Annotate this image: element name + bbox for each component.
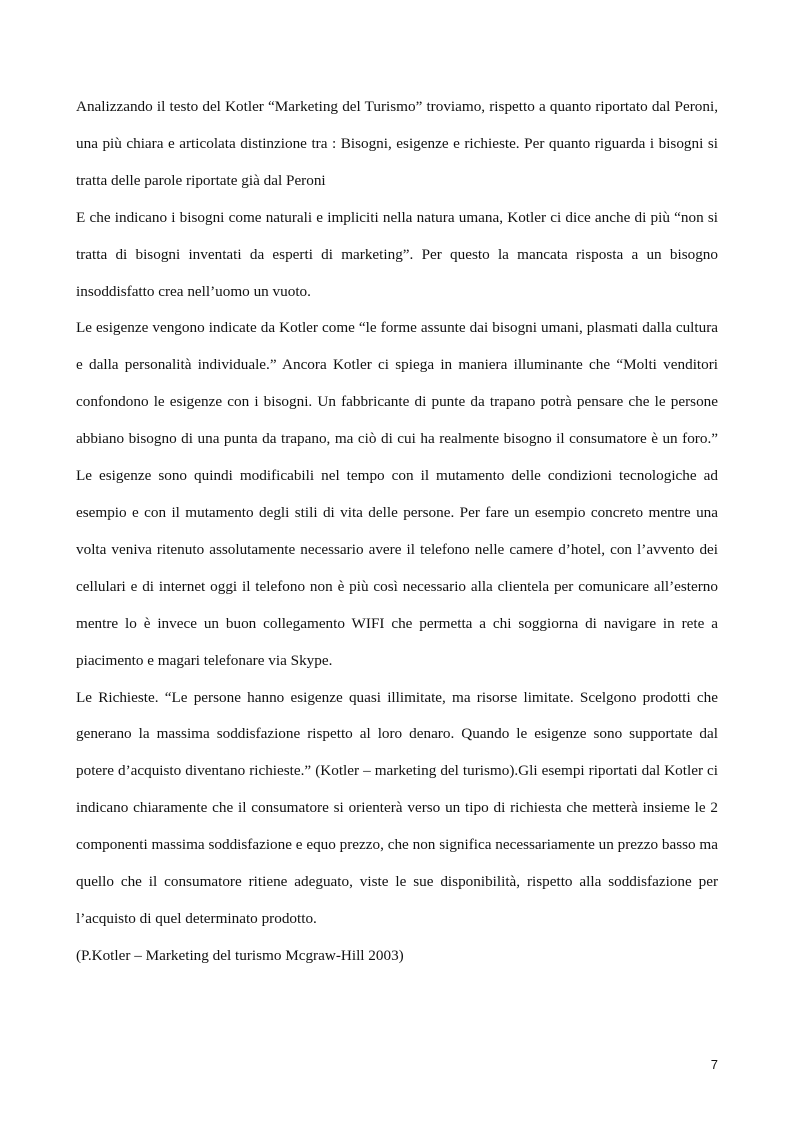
paragraph-richieste: Le Richieste. “Le persone hanno esigenze quasi illimitate, ma risorse limitate. Scelgono prodotti che generano la massima soddisfazione rispetto al loro denaro. Quando le esigenze sono supportate dal potere d’acquisto diventano richieste.” (Kotler – marketing del turismo).Gli esempi riportati dal Kotler ci indicano chiaramente che il consumatore si orienterà verso un tipo di richiesta che metterà insieme le 2 componenti massima soddisfazione e equo prezzo, che non significa necessariamente un prezzo basso ma quello che il consumatore ritiene adeguato, viste le sue disponibilità, rispetto alla soddisfazione per l’acquisto di quel determinato prodotto.	[76, 688, 718, 927]
paragraph-citation: (P.Kotler – Marketing del turismo Mcgraw-Hill 2003)	[76, 946, 404, 964]
paragraph-bisogni: E che indicano i bisogni come naturali e impliciti nella natura umana, Kotler ci dice anche di più “non si tratta di bisogni inventati da esperti di marketing”. Per questo la mancata risposta a un bisogno insoddisfatto crea nell’uomo un vuoto.	[76, 208, 718, 300]
paragraph-kotler-intro: Analizzando il testo del Kotler “Marketing del Turismo” troviamo, rispetto a quanto riportato dal Peroni, una più chiara e articolata distinzione tra : Bisogni, esigenze e richieste. Per quanto riguarda i bisogni si tratta delle parole riportate già dal Peroni	[76, 98, 718, 189]
body-text	[76, 89, 718, 975]
page-number: 7	[710, 1057, 718, 1072]
paragraph-esigenze: Le esigenze vengono indicate da Kotler come “le forme assunte dai bisogni umani, plasmati dalla cultura e dalla personalità individuale.” Ancora Kotler ci spiega in maniera illuminante che “Molti venditori confondono le esigenze con i bisogni. Un fabbricante di punte da trapano potrà pensare che le persone abbiano bisogno di una punta da trapano, ma ciò di cui ha realmente bisogno il consumatore è un foro.” Le esigenze sono quindi modificabili nel tempo con il mutamento delle condizioni tecnologiche ad esempio e con il mutamento degli stili di vita delle persone. Per fare un esempio concreto mentre una volta veniva ritenuto assolutamente necessario avere il telefono nelle camere d’hotel, con l’avvento dei cellulari e di internet oggi il telefono non è più così necessario alla clientela per comunicare all’esterno mentre lo è invece un buon collegamento WIFI che permetta a chi soggiorna di navigare in rete a piacimento e magari telefonare via Skype.	[76, 319, 718, 669]
